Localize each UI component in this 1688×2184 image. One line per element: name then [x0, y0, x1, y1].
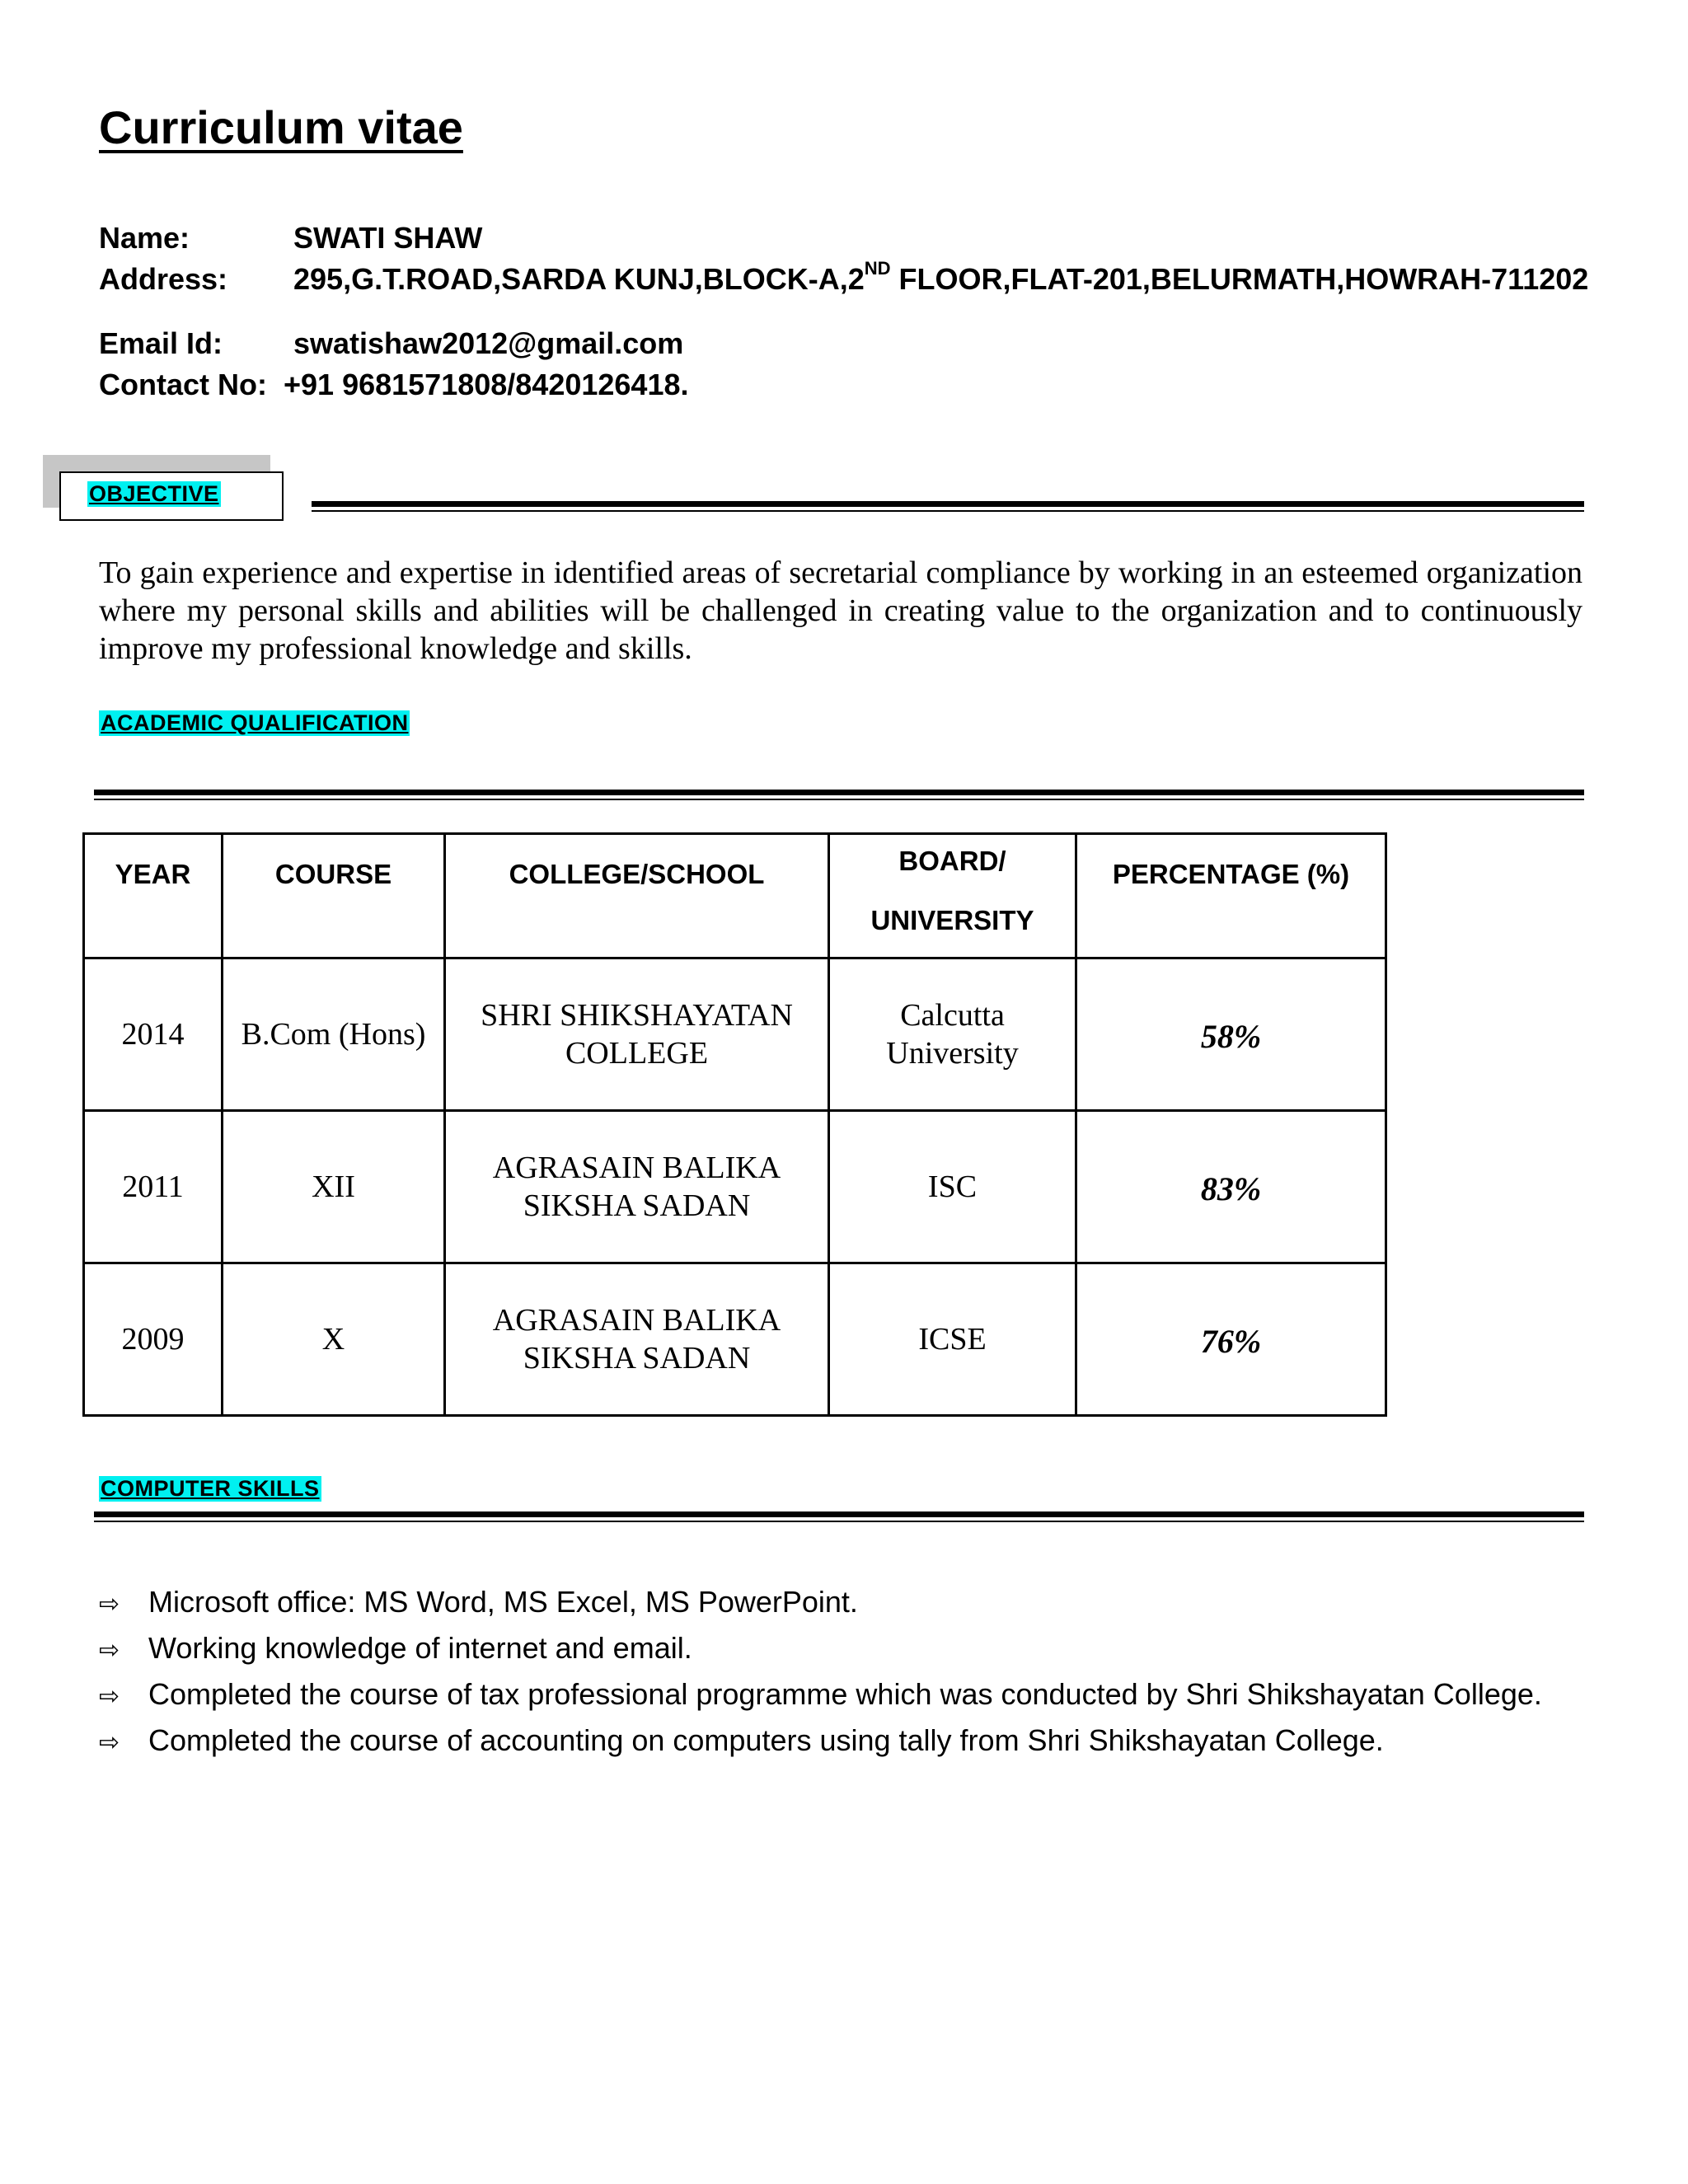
board-line: University — [886, 1036, 1019, 1071]
skill-text: Completed the course of tax professional programme which was conducted by Shri Shikshayatan College. — [148, 1677, 1542, 1711]
header-percentage: PERCENTAGE (%) — [1076, 834, 1386, 958]
percentage-cell: 83% — [1076, 1111, 1386, 1263]
email-label: Email Id: — [99, 326, 223, 360]
list-item — [99, 1718, 1542, 1764]
header-school: COLLEGE/SCHOOL — [445, 834, 829, 958]
academic-table — [82, 832, 1387, 1417]
course-cell: B.Com (Hons) — [223, 958, 445, 1111]
school-line: AGRASAIN BALIKA — [492, 1303, 781, 1338]
address-part1: 295,G.T.ROAD,SARDA KUNJ,BLOCK-A,2 — [293, 262, 865, 296]
objective-heading: OBJECTIVE — [89, 481, 219, 506]
header-board — [829, 834, 1076, 958]
year-cell: 2009 — [84, 1263, 223, 1416]
document-title: Curriculum vitae — [99, 101, 463, 153]
header-year: YEAR — [84, 834, 223, 958]
header-course: COURSE — [223, 834, 445, 958]
academic-heading: ACADEMIC QUALIFICATION — [101, 710, 409, 735]
name-label: Name: — [99, 221, 190, 255]
board-cell: ISC — [829, 1111, 1076, 1263]
address-part2: FLOOR,FLAT-201,BELURMATH,HOWRAH-711202 — [890, 262, 1589, 296]
computer-skills-heading: COMPUTER SKILLS — [101, 1476, 320, 1501]
year-cell: 2011 — [84, 1111, 223, 1263]
percentage-cell: 58% — [1076, 958, 1386, 1111]
board-line: Calcutta — [900, 998, 1005, 1033]
school-cell — [445, 1263, 829, 1416]
address-label: Address: — [99, 262, 228, 296]
address-value — [293, 258, 1589, 297]
board-cell — [829, 958, 1076, 1111]
list-item — [99, 1579, 1542, 1625]
table-row — [84, 1263, 1386, 1416]
objective-divider — [312, 501, 1584, 512]
email-value: swatishaw2012@gmail.com — [293, 326, 684, 360]
school-line: SHRI SHIKSHAYATAN — [481, 998, 793, 1033]
arrow-right-outline-icon: ⇨ — [99, 1636, 120, 1665]
computer-skills-divider — [94, 1511, 1584, 1522]
board-cell: ICSE — [829, 1263, 1076, 1416]
skill-text: Microsoft office: MS Word, MS Excel, MS PowerPoint. — [148, 1585, 858, 1619]
contact-value: +91 9681571808/8420126418. — [284, 368, 689, 401]
skill-text: Working knowledge of internet and email. — [148, 1631, 692, 1665]
school-line: SIKSHA SADAN — [523, 1188, 751, 1223]
year-cell: 2014 — [84, 958, 223, 1111]
school-line: SIKSHA SADAN — [523, 1341, 751, 1376]
school-cell — [445, 958, 829, 1111]
list-item — [99, 1671, 1542, 1718]
name-value: SWATI SHAW — [293, 221, 483, 255]
arrow-right-outline-icon: ⇨ — [99, 1682, 120, 1711]
header-board-line2: UNIVERSITY — [870, 905, 1034, 935]
table-header-row — [84, 834, 1386, 958]
list-item — [99, 1625, 1542, 1671]
skill-text: Completed the course of accounting on computers using tally from Shri Shikshayatan College. — [148, 1723, 1384, 1757]
objective-text: To gain experience and expertise in identified areas of secretarial compliance by working in an esteemed organization where my personal skills and abilities will be challenged in creating value to the organization and to continuously improve my professional knowledge and skills. — [99, 555, 1582, 666]
percentage-cell: 76% — [1076, 1263, 1386, 1416]
school-cell — [445, 1111, 829, 1263]
school-line: AGRASAIN BALIKA — [492, 1151, 781, 1185]
header-board-line1: BOARD/ — [898, 846, 1006, 876]
arrow-right-outline-icon: ⇨ — [99, 1590, 120, 1619]
course-cell: XII — [223, 1111, 445, 1263]
school-line: COLLEGE — [565, 1036, 709, 1071]
arrow-right-outline-icon: ⇨ — [99, 1728, 120, 1757]
contact-label: Contact No: — [99, 368, 267, 401]
skills-list — [99, 1579, 1542, 1764]
table-row — [84, 958, 1386, 1111]
course-cell: X — [223, 1263, 445, 1416]
academic-divider — [94, 790, 1584, 800]
table-row — [84, 1111, 1386, 1263]
address-superscript: ND — [864, 258, 891, 279]
